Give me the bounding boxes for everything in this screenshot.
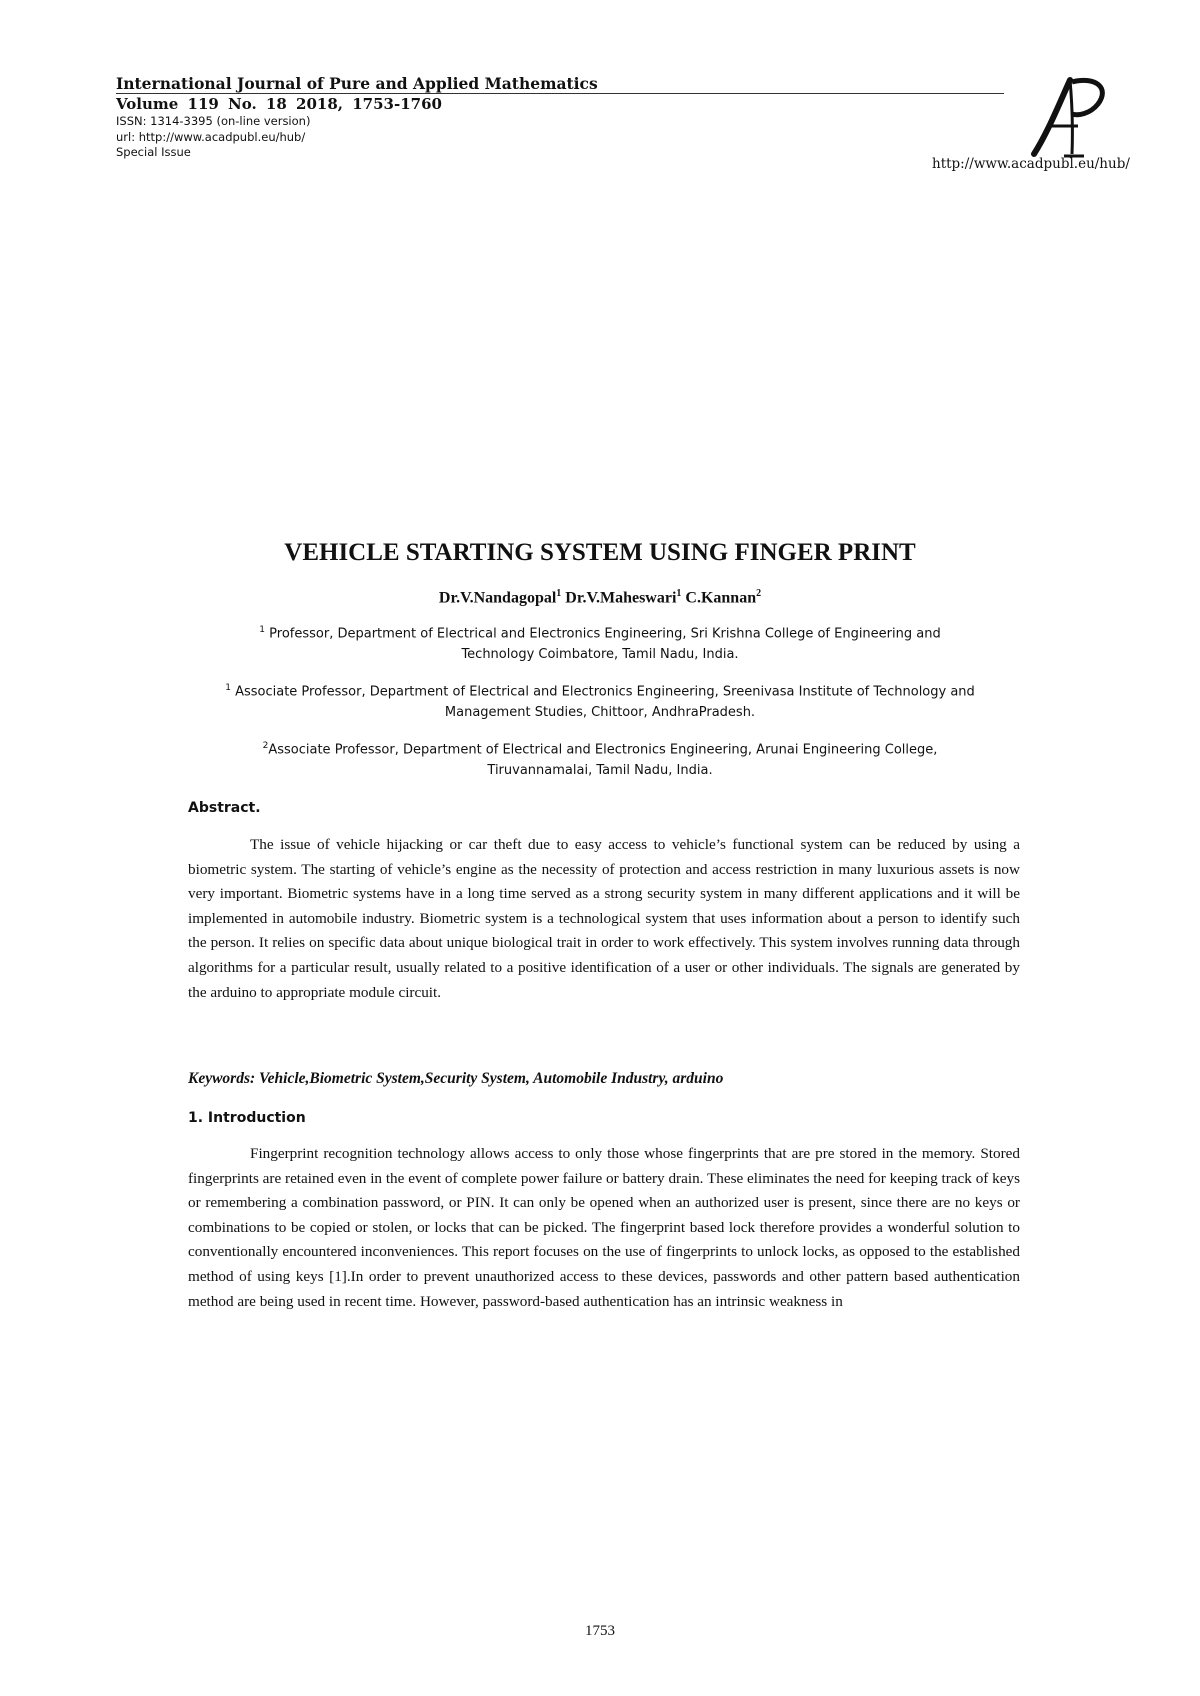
introduction-body xyxy=(188,1142,1020,1314)
introduction-text: Fingerprint recognition technology allows access to only those whose fingerprints that are pre stored in the memory. Stored fingerprints are retained even in the event of complete power failure or battery drain. These eliminates the need for keeping track of keys or remembering a combination password, or PIN. It can only be opened when an authorized user is present, since there are no keys or combinations to be copied or stolen, or locks that can be picked. The fingerprint based lock therefore provides a wonderful solution to conventionally encountered inconveniences. This report focuses on the use of fingerprints to unlock locks, as opposed to the established method of using keys [1].In order to prevent unauthorized access to these devices, passwords and other pattern based authentication method are being used in recent time. However, password-based authentication has an intrinsic weakness in xyxy=(188,1145,1020,1310)
affiliation xyxy=(170,620,1030,665)
affiliation-sup: 1 xyxy=(225,683,231,693)
affiliation xyxy=(170,678,1030,723)
author-sup: 1 xyxy=(676,588,682,599)
journal-url: url: http://www.acadpubl.eu/hub/ xyxy=(116,129,306,144)
keywords: Keywords: Vehicle,Biometric System,Security System, Automobile Industry, arduino xyxy=(188,1070,724,1087)
affiliation-line: Tiruvannamalai, Tamil Nadu, India. xyxy=(487,763,713,779)
affiliation-sup: 1 xyxy=(259,625,266,635)
affiliation xyxy=(170,736,1030,781)
affiliation-line: Associate Professor, Department of Electrical and Electronics Engineering, Arunai Engineering College, xyxy=(268,742,938,758)
paper-title: VEHICLE STARTING SYSTEM USING FINGER PRINT xyxy=(284,539,916,566)
author-name: C.Kannan xyxy=(685,589,757,607)
journal-volume: Volume 119 No. 18 2018, 1753-1760 xyxy=(116,95,442,113)
abstract-text: The issue of vehicle hijacking or car theft due to easy access to vehicle’s functional system can be reduced by using a biometric system. The starting of vehicle’s engine as the necessity of protection and access restriction in many luxurious assets is now very important. Biometric systems have in a long time served as a strong security system in many different applications and it will be implemented in automobile industry. Biometric system is a technological system that uses information about a person to identify such the person. It relies on specific data about unique biological trait in order to work effectively. This system involves running data through algorithms for a particular result, usually related to a positive identification of a user or other individuals. The signals are generated by the arduino to appropriate module circuit. xyxy=(188,836,1020,1001)
author-list xyxy=(0,584,1200,608)
journal-title: International Journal of Pure and Applied Mathematics xyxy=(116,74,598,93)
author-sup: 2 xyxy=(756,588,762,599)
introduction-heading: 1. Introduction xyxy=(188,1110,306,1126)
affiliation-line: Professor, Department of Electrical and Electronics Engineering, Sri Krishna College of Engineering and xyxy=(269,626,941,642)
affiliation-line: Management Studies, Chittoor, AndhraPradesh. xyxy=(444,705,756,721)
ap-logo-icon xyxy=(1026,72,1108,158)
affiliation-line: Associate Professor, Department of Electrical and Electronics Engineering, Sreenivasa Institute of Technology and xyxy=(235,684,975,700)
header-rule xyxy=(116,93,1004,94)
abstract-heading: Abstract. xyxy=(188,800,261,816)
journal-issn: ISSN: 1314-3395 (on-line version) xyxy=(116,114,311,128)
author-name: Dr.V.Nandagopal xyxy=(438,589,557,607)
author-name: Dr.V.Maheswari xyxy=(565,589,677,607)
affiliation-line: Technology Coimbatore, Tamil Nadu, India. xyxy=(461,647,739,663)
author-sup: 1 xyxy=(556,588,562,599)
journal-url-right: http://www.acadpubl.eu/hub/ xyxy=(932,156,1130,172)
affiliation-sup: 2 xyxy=(262,741,269,751)
page-number: 1753 xyxy=(585,1623,615,1639)
journal-special-issue: Special Issue xyxy=(116,145,191,159)
journal-header xyxy=(116,74,1016,161)
abstract-body xyxy=(188,833,1020,1005)
